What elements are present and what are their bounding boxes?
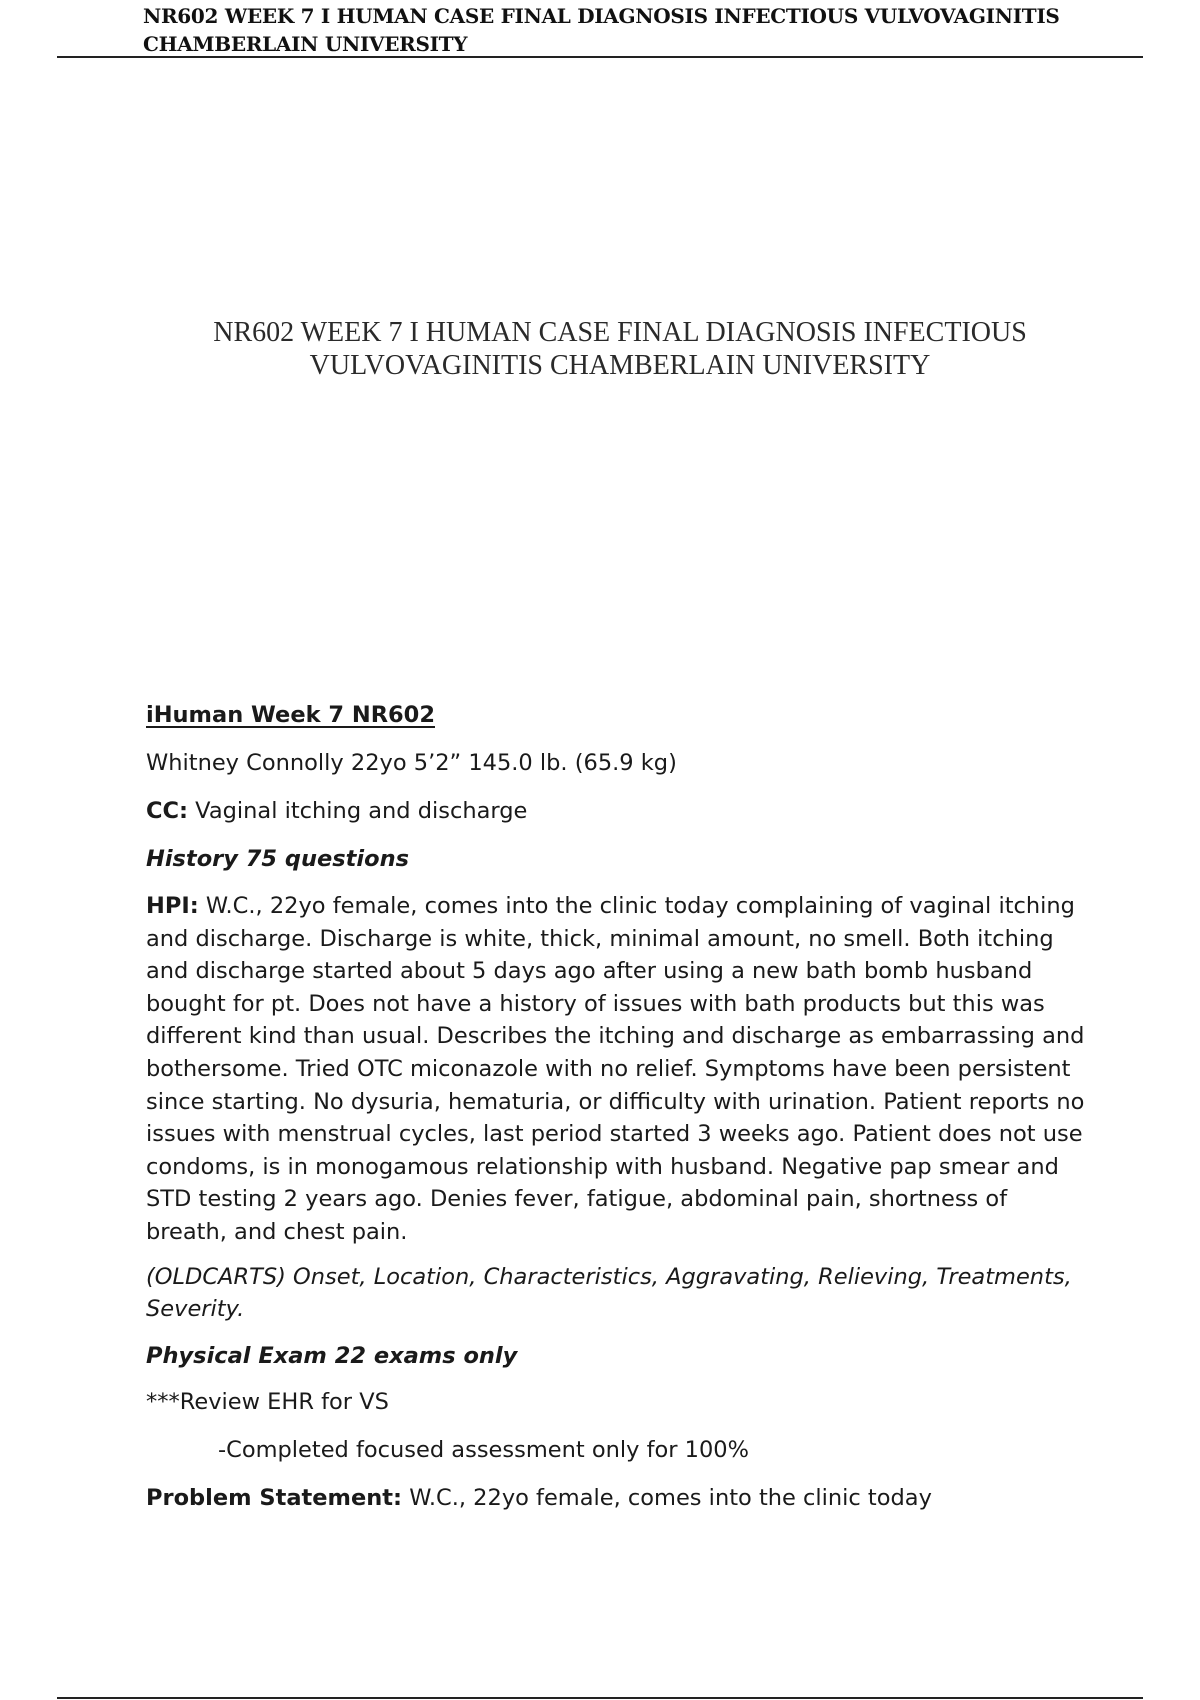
- running-header-line-2: CHAMBERLAIN UNIVERSITY: [143, 32, 468, 56]
- chief-complaint-label: CC:: [146, 798, 189, 824]
- patient-info: Whitney Connolly 22yo 5’2” 145.0 lb. (65.9 kg): [146, 750, 677, 776]
- document-heading: iHuman Week 7 NR602: [146, 702, 435, 728]
- review-note: ***Review EHR for VS: [146, 1388, 389, 1415]
- oldcarts-note: (OLDCARTS) Onset, Location, Characteristics, Aggravating, Relieving, Treatments, Severity.: [146, 1263, 1072, 1322]
- chief-complaint: [146, 796, 1086, 826]
- completed-note: -Completed focused assessment only for 100%: [218, 1436, 749, 1463]
- chief-complaint-text: Vaginal itching and discharge: [188, 798, 528, 824]
- cover-title-line-1: NR602 WEEK 7 I HUMAN CASE FINAL DIAGNOSIS INFECTIOUS: [213, 317, 1027, 348]
- problem-statement: [146, 1483, 1086, 1513]
- running-header-line-1: NR602 WEEK 7 I HUMAN CASE FINAL DIAGNOSIS INFECTIOUS VULVOVAGINITIS: [143, 4, 1060, 28]
- history-heading: History 75 questions: [146, 846, 410, 872]
- running-header: [143, 2, 1143, 58]
- hpi-paragraph: [146, 890, 1086, 1249]
- document-body: [146, 700, 1086, 1531]
- hpi-label: HPI:: [146, 893, 199, 919]
- problem-statement-label: Problem Statement:: [146, 1484, 403, 1511]
- cover-title: [180, 316, 1060, 382]
- header-divider: [57, 56, 1143, 58]
- hpi-text: W.C., 22yo female, comes into the clinic today complaining of vaginal itching and discharge. Discharge is white, thick, minimal amount, no smell. Both itching and discharge started about 5 days ago after using a new bath bomb husband bought for pt. Does not have a history of issues with bath products but this was different kind than usual. Describes the itching and discharge as embarrassing and bothersome. Tried OTC miconazole with no relief. Symptoms have been persistent since starting. No dysuria, hematuria, or difficulty with urination. Patient reports no issues with menstrual cycles, last period started 3 weeks ago. Patient does not use condoms, is in monogamous relationship with husband. Negative pap smear and STD testing 2 years ago. Denies fever, fatigue, abdominal pain, shortness of breath, and chest pain.: [146, 893, 1085, 1245]
- physical-exam-heading: Physical Exam 22 exams only: [146, 1342, 518, 1369]
- problem-statement-text: W.C., 22yo female, comes into the clinic today: [402, 1484, 932, 1511]
- footer-divider: [57, 1697, 1143, 1699]
- cover-title-line-2: VULVOVAGINITIS CHAMBERLAIN UNIVERSITY: [309, 350, 931, 381]
